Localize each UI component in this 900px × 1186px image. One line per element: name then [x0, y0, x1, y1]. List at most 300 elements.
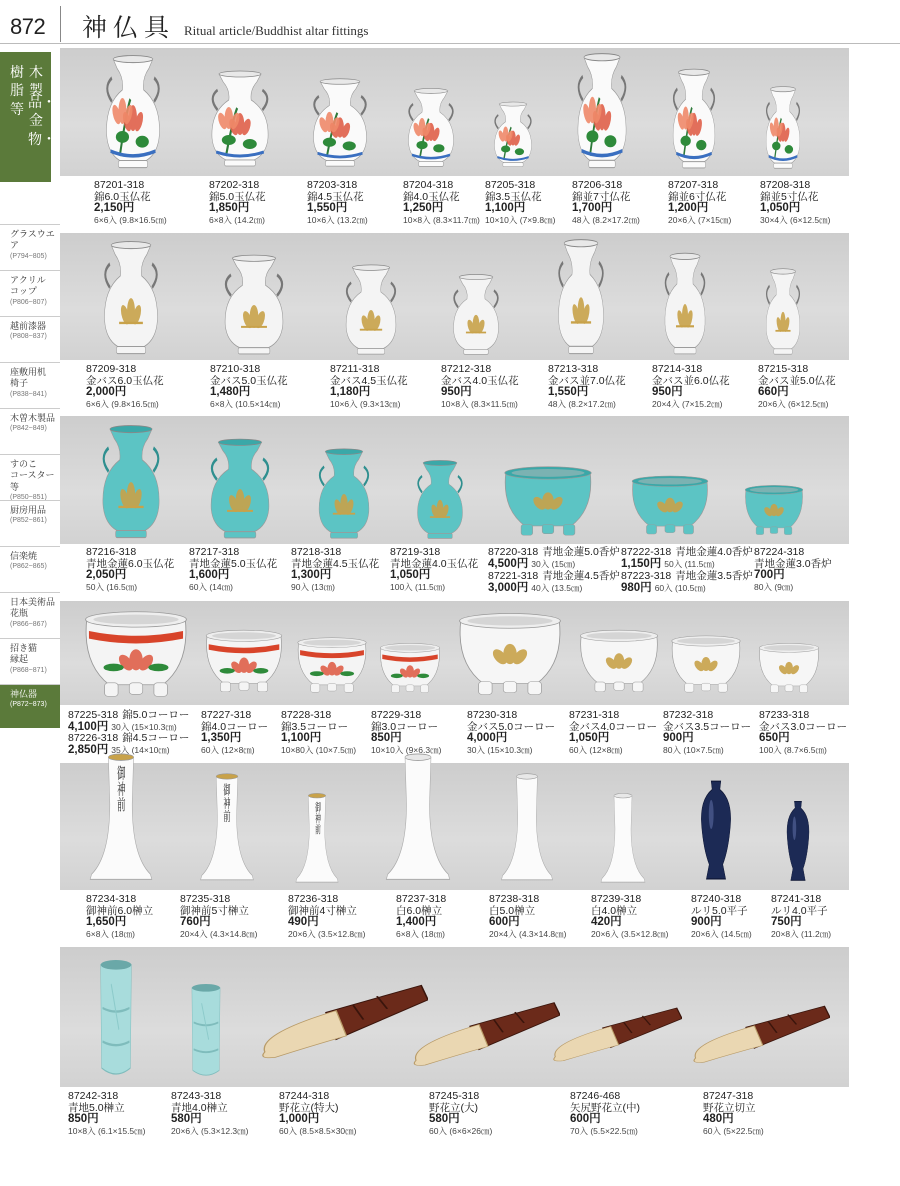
nav-item-1[interactable]: [0, 270, 60, 316]
vase-gold-0: [98, 238, 164, 356]
product-code: 87226-318: [68, 732, 119, 744]
product-code: 87205-318: [485, 179, 536, 191]
product-pack: 35入 (14×10㎝): [111, 744, 170, 755]
product-pack: 20×6入 (14.5㎝): [691, 928, 752, 939]
product-caption: [209, 180, 266, 226]
product-caption: [180, 894, 258, 940]
product-pack: 48入 (8.2×17.2㎝): [572, 214, 640, 225]
product-name: 白6.0榊立: [396, 904, 443, 917]
product-name: 金バス並7.0仏花: [548, 374, 626, 387]
product-caption: [441, 364, 519, 410]
product-pack: 10×6入 (9.3×13㎝): [330, 398, 401, 409]
ruri-heiji-0: [692, 777, 740, 881]
vase-nishiki-1: [205, 68, 275, 168]
product-pack: 60入 (5×22.5㎝): [703, 1125, 764, 1136]
product-caption: [171, 1091, 249, 1137]
product-code: 87230-318: [467, 709, 518, 721]
product-name: 野花立(特大): [279, 1101, 339, 1114]
product-name: 金バス3.0コーロー: [759, 720, 848, 733]
product-pack: 60入 (12×8㎝): [201, 744, 255, 755]
censer-celadon-1: [628, 472, 712, 538]
vase-nishiki-2: [307, 76, 373, 168]
product-name: 白4.0榊立: [591, 904, 638, 917]
product-price: 750円: [771, 916, 802, 928]
product-name: 錦4.5玉仏花: [307, 190, 364, 203]
product-caption: [86, 894, 153, 940]
product-pack: 10×10入 (9×6.3㎝): [371, 744, 442, 755]
product-code: 87232-318: [663, 709, 714, 721]
product-code: 87245-318: [429, 1090, 480, 1102]
product-pack: 6×8入 (18㎝): [396, 928, 445, 939]
nav-item-6[interactable]: [0, 500, 60, 546]
product-code: 87209-318: [86, 363, 137, 375]
koro-nishiki-0: [80, 606, 192, 702]
product-code: 87216-318: [86, 546, 137, 558]
product-code: 87227-318: [201, 709, 252, 721]
product-caption: [591, 894, 669, 940]
product-price: 980円: [621, 581, 652, 594]
product-code: 87204-318: [403, 179, 454, 191]
nav-item-label: 木曽木製品: [10, 413, 56, 423]
nav-item-pages: (P868~871): [10, 666, 47, 674]
product-price: 1,550円: [307, 202, 348, 214]
product-caption: [86, 547, 174, 593]
page-subtitle: Ritual article/Buddhist altar fittings: [184, 23, 369, 38]
sakaki-stand-2: [293, 792, 341, 884]
product-price: 600円: [489, 916, 520, 928]
product-code: 87208-318: [760, 179, 811, 191]
product-name: 錦並7寸仏花: [572, 190, 631, 203]
product-caption: [621, 547, 753, 570]
nav-item-pages: (P850~851): [10, 493, 47, 501]
product-caption: [371, 710, 441, 756]
product-pack: 90入 (13㎝): [291, 581, 335, 592]
product-price: 650円: [759, 732, 790, 744]
product-price: 4,000円: [467, 732, 508, 744]
product-code: 87219-318: [390, 546, 441, 558]
product-code: 87214-318: [652, 363, 703, 375]
product-pack: 10×8入 (8.3×11.5㎝): [441, 398, 518, 409]
product-pack: 6×8入 (18㎝): [86, 928, 135, 939]
side-nav: [0, 224, 60, 728]
product-pack: 10×80入 (10×7.5㎝): [281, 744, 357, 755]
product-price: 1,180円: [330, 386, 371, 398]
product-code: 87206-318: [572, 179, 623, 191]
product-price: 580円: [429, 1113, 460, 1125]
product-name: 野花立切立: [703, 1101, 756, 1114]
product-pack: 20×4入 (4.3×14.8㎝): [489, 928, 567, 939]
product-name: 金バス4.5玉仏花: [330, 374, 408, 387]
product-caption: [330, 364, 408, 410]
product-caption: [201, 710, 268, 756]
product-code: 87224-318: [754, 546, 805, 558]
nav-item-5[interactable]: [0, 454, 60, 500]
vase-nishiki-7: [762, 84, 804, 170]
product-price: 1,550円: [548, 386, 589, 398]
product-pack: 50入 (11.5㎝): [664, 558, 715, 569]
product-pack: 20×6入 (5.3×12.3㎝): [171, 1125, 249, 1136]
product-name: 錦3.0コーロー: [371, 720, 439, 733]
product-price: 700円: [754, 569, 785, 581]
nav-item-label: 信楽焼: [10, 551, 38, 561]
product-caption: [307, 180, 368, 226]
product-price: 1,850円: [209, 202, 250, 214]
product-pack: 60入 (14㎝): [189, 581, 233, 592]
product-price: 950円: [652, 386, 683, 398]
vase-celadon-1: [204, 436, 276, 540]
product-caption: [429, 1091, 492, 1137]
product-caption: [485, 180, 555, 226]
product-caption: [210, 364, 288, 410]
vase-nishiki-6: [668, 66, 720, 170]
koro-nishiki-3: [377, 640, 443, 696]
sakaki-stand-3: [382, 752, 454, 882]
koro-gold-2: [668, 632, 744, 696]
product-name: 青地金蓮3.0香炉: [754, 557, 832, 570]
product-pack: 30入 (15×10.3㎝): [467, 744, 533, 755]
nav-item-7[interactable]: [0, 546, 60, 592]
nav-item-label: グラスウエア: [10, 229, 55, 251]
product-name: 青地金蓮4.0香炉: [675, 546, 753, 558]
vase-gold-3: [448, 272, 504, 356]
product-caption: [663, 710, 751, 756]
product-code: 87207-318: [668, 179, 719, 191]
nav-item-label: 神仏器: [10, 689, 38, 699]
product-name: 青地金蓮3.5香炉: [675, 570, 753, 582]
product-name: 金バス3.5コーロー: [663, 720, 752, 733]
vase-gold-2: [340, 262, 402, 356]
product-caption: [467, 710, 555, 756]
product-caption: [288, 894, 366, 940]
product-pack: 10×8入 (8.3×11.7㎝): [403, 214, 480, 225]
celadon-stand-1: [184, 984, 228, 1080]
category-tab-line3: 品・金物・: [28, 95, 56, 148]
product-caption: [68, 1091, 146, 1137]
product-price: 1,150円: [621, 557, 662, 570]
product-code: 87243-318: [171, 1090, 222, 1102]
product-name: 青地金蓮6.0玉仏花: [86, 557, 175, 570]
nobana-stand-2: [550, 1004, 682, 1070]
product-code: 87213-318: [548, 363, 599, 375]
nav-item-pages: (P842~849): [10, 425, 47, 433]
product-code: 87222-318: [621, 546, 672, 558]
product-name: ルリ5.0平子: [691, 904, 748, 917]
nav-item-pages: (P806~807): [10, 298, 47, 306]
ruri-heiji-1: [780, 798, 816, 882]
product-caption: [489, 894, 567, 940]
product-price: 1,650円: [86, 916, 127, 928]
product-code: 87244-318: [279, 1090, 330, 1102]
celadon-stand-0: [92, 960, 140, 1080]
product-code: 87225-318: [68, 709, 119, 721]
nav-item-pages: (P838~841): [10, 390, 47, 398]
product-pack: 20×6入 (3.5×12.8㎝): [288, 928, 366, 939]
censer-celadon-2: [742, 482, 806, 538]
product-name: 金バス5.0コーロー: [467, 720, 556, 733]
product-price: 900円: [691, 916, 722, 928]
product-pack: 100入 (11.5㎝): [390, 581, 446, 592]
vase-celadon-3: [412, 458, 468, 540]
product-caption: [652, 364, 730, 410]
vase-nishiki-3: [403, 86, 459, 168]
product-caption: [621, 571, 753, 594]
product-pack: 60入 (10.5㎝): [654, 582, 706, 593]
product-price: 2,050円: [86, 569, 127, 581]
product-name: 御神前6.0榊立: [86, 904, 154, 917]
product-caption: [668, 180, 731, 226]
product-name: 青地金蓮4.5玉仏花: [291, 557, 380, 570]
product-pack: 48入 (8.2×17.2㎝): [548, 398, 616, 409]
product-code: 87241-318: [771, 893, 822, 905]
product-name: 錦4.0コーロー: [201, 720, 269, 733]
product-price: 850円: [371, 732, 402, 744]
page-title: 神仏具: [82, 13, 176, 42]
product-pack: 6×8入 (10.5×14㎝): [210, 398, 281, 409]
nav-item-10[interactable]: [0, 684, 60, 728]
product-code: 87242-318: [68, 1090, 119, 1102]
sakaki-stand-1: [197, 772, 257, 882]
vase-nishiki-4: [490, 100, 536, 168]
product-caption: [488, 547, 620, 570]
product-price: 950円: [441, 386, 472, 398]
product-pack: 10×8入 (6.1×15.5㎝): [68, 1125, 146, 1136]
product-price: 1,350円: [201, 732, 242, 744]
product-name: 青地金蓮5.0香炉: [542, 546, 620, 558]
product-price: 850円: [68, 1113, 99, 1125]
product-name: ルリ4.0平子: [771, 904, 828, 917]
product-code: 87237-318: [396, 893, 447, 905]
product-pack: 100入 (8.7×6.5㎝): [759, 744, 827, 755]
product-name: 野花立(大): [429, 1101, 478, 1114]
product-price: 490円: [288, 916, 319, 928]
product-caption: [754, 547, 832, 593]
product-code: 87201-318: [94, 179, 145, 191]
product-price: 1,050円: [760, 202, 801, 214]
product-code: 87247-318: [703, 1090, 754, 1102]
product-price: 3,000円: [488, 581, 529, 594]
product-caption: [759, 710, 847, 756]
nav-item-0[interactable]: [0, 224, 60, 270]
product-code: 87211-318: [330, 363, 380, 375]
product-price: 580円: [171, 1113, 202, 1125]
product-price: 760円: [180, 916, 211, 928]
product-name: 錦3.5玉仏花: [485, 190, 542, 203]
product-caption: [390, 547, 478, 593]
nav-item-label: 招き猫 縁起: [10, 643, 38, 665]
product-name: 錦6.0玉仏花: [94, 190, 151, 203]
product-name: 錦5.0玉仏花: [209, 190, 266, 203]
product-caption: [771, 894, 831, 940]
product-name: 金バス5.0玉仏花: [210, 374, 288, 387]
product-caption: [691, 894, 752, 940]
product-code: 87220-318: [488, 546, 539, 558]
vase-nishiki-5: [572, 50, 632, 170]
product-price: 1,100円: [485, 202, 526, 214]
nav-item-3[interactable]: [0, 362, 60, 408]
product-name: 金バス並5.0仏花: [758, 374, 836, 387]
sakaki-stand-4: [498, 772, 556, 882]
product-pack: 6×6入 (9.8×16.5㎝): [86, 398, 159, 409]
product-caption: [570, 1091, 640, 1137]
product-code: 87215-318: [758, 363, 809, 375]
nav-item-pages: (P862~865): [10, 563, 47, 571]
product-code: 87202-318: [209, 179, 260, 191]
product-code: 87223-318: [621, 570, 672, 582]
page-number: 872: [10, 14, 46, 39]
product-name: 矢尻野花立(中): [570, 1101, 640, 1114]
product-pack: 20×8入 (11.2㎝): [771, 928, 832, 939]
product-price: 4,500円: [488, 557, 529, 570]
product-code: 87221-318: [488, 570, 539, 582]
nav-item-pages: (P866~867): [10, 620, 47, 628]
product-pack: 20×6入 (7×15㎝): [668, 214, 732, 225]
product-name: 金バス並6.0仏花: [652, 374, 730, 387]
koro-gold-0: [454, 608, 566, 700]
nav-item-label: 座敷用机 椅子: [10, 367, 47, 389]
product-code: 87203-318: [307, 179, 358, 191]
nobana-stand-0: [258, 980, 428, 1070]
product-pack: 70入 (5.5×22.5㎝): [570, 1125, 638, 1136]
product-price: 600円: [570, 1113, 601, 1125]
nav-item-label: 日本美術品 花瓶: [10, 597, 56, 619]
product-code: 87240-318: [691, 893, 742, 905]
product-price: 1,000円: [279, 1113, 320, 1125]
nav-item-label: 厨房用品: [10, 505, 47, 515]
nav-item-pages: (P794~805): [10, 252, 47, 260]
product-price: 660円: [758, 386, 789, 398]
product-name: 青地金蓮4.5香炉: [542, 570, 620, 582]
product-pack: 20×4入 (7×15.2㎝): [652, 398, 723, 409]
product-code: 87229-318: [371, 709, 422, 721]
nav-item-2[interactable]: [0, 316, 60, 362]
product-name: 錦4.5コーロー: [122, 732, 190, 744]
category-tab[interactable]: [0, 52, 56, 182]
inscription: 御神前: [222, 783, 232, 823]
product-price: 1,300円: [291, 569, 332, 581]
product-name: 青地5.0榊立: [68, 1101, 125, 1114]
vase-gold-5: [660, 250, 710, 356]
product-name: 御神前4寸榊立: [288, 904, 357, 917]
product-caption: [488, 571, 620, 594]
nav-item-pages: (P852~861): [10, 517, 47, 525]
koro-gold-1: [576, 626, 662, 696]
product-caption: [189, 547, 277, 593]
product-price: 480円: [703, 1113, 734, 1125]
product-code: 87246-468: [570, 1090, 621, 1102]
product-price: 900円: [663, 732, 694, 744]
product-code: 87228-318: [281, 709, 332, 721]
product-pack: 50入 (16.5㎝): [86, 581, 138, 592]
product-caption: [86, 364, 164, 410]
koro-gold-3: [756, 640, 822, 696]
product-pack: 6×6入 (9.8×16.5㎝): [94, 214, 167, 225]
product-pack: 60入 (8.5×8.5×30㎝): [279, 1125, 357, 1136]
product-name: 金バス4.0玉仏花: [441, 374, 519, 387]
product-code: 87218-318: [291, 546, 342, 558]
product-pack: 80入 (9㎝): [754, 581, 794, 592]
product-pack: 80入 (10×7.5㎝): [663, 744, 724, 755]
nobana-stand-3: [690, 1002, 830, 1072]
nav-item-label: アクリル コップ: [10, 275, 46, 297]
product-price: 1,480円: [210, 386, 251, 398]
koro-nishiki-1: [202, 626, 286, 696]
product-pack: 60入 (6×6×26㎝): [429, 1125, 493, 1136]
product-pack: 40入 (13.5㎝): [531, 582, 583, 593]
product-name: 金バス6.0玉仏花: [86, 374, 164, 387]
category-tab-line1: 木製: [29, 65, 43, 100]
product-pack: 20×6入 (3.5×12.8㎝): [591, 928, 669, 939]
koro-nishiki-2: [294, 634, 370, 696]
product-name: 青地金蓮5.0玉仏花: [189, 557, 278, 570]
product-caption: [94, 180, 167, 226]
inscription: 御神前: [115, 765, 127, 812]
product-price: 1,700円: [572, 202, 613, 214]
product-price: 2,850円: [68, 743, 109, 756]
product-price: 1,250円: [403, 202, 444, 214]
product-pack: 30入 (15×10.3㎝): [111, 721, 177, 732]
nobana-stand-1: [410, 998, 560, 1076]
product-caption: [569, 710, 657, 756]
product-caption: [68, 733, 189, 756]
product-name: 白5.0榊立: [489, 904, 536, 917]
vase-celadon-2: [313, 446, 375, 540]
nav-item-8[interactable]: [0, 592, 60, 638]
product-caption: [548, 364, 626, 410]
product-caption: [403, 180, 480, 226]
header-divider: [60, 6, 61, 42]
vase-celadon-0: [96, 422, 166, 540]
product-caption: [760, 180, 830, 226]
product-code: 87231-318: [569, 709, 620, 721]
product-pack: 30入 (15㎝): [531, 558, 576, 569]
product-name: 金バス4.0コーロー: [569, 720, 658, 733]
product-name: 錦4.0玉仏花: [403, 190, 460, 203]
product-name: 青地4.0榊立: [171, 1101, 228, 1114]
header-rule: [0, 43, 900, 44]
product-code: 87233-318: [759, 709, 810, 721]
product-name: 錦並6寸仏花: [668, 190, 727, 203]
product-name: 青地金蓮4.0玉仏花: [390, 557, 479, 570]
product-price: 1,050円: [569, 732, 610, 744]
nav-item-pages: (P872~873): [10, 701, 47, 709]
product-caption: [279, 1091, 357, 1137]
product-pack: 10×6入 (13.2㎝): [307, 214, 368, 225]
product-caption: [758, 364, 836, 410]
product-pack: 20×4入 (4.3×14.8㎝): [180, 928, 258, 939]
product-code: 87236-318: [288, 893, 339, 905]
nav-item-pages: (P808~837): [10, 333, 47, 341]
product-pack: 60入 (12×8㎝): [569, 744, 623, 755]
product-caption: [68, 710, 189, 733]
product-price: 420円: [591, 916, 622, 928]
nav-item-4[interactable]: [0, 408, 60, 454]
product-code: 87239-318: [591, 893, 642, 905]
category-tab-line2: 樹脂等: [10, 65, 24, 118]
product-price: 4,100円: [68, 720, 109, 733]
product-caption: [281, 710, 356, 756]
product-code: 87217-318: [189, 546, 240, 558]
product-price: 1,400円: [396, 916, 437, 928]
product-pack: 20×6入 (6×12.5㎝): [758, 398, 829, 409]
product-caption: [291, 547, 379, 593]
nav-item-label: すのこ コースター等: [10, 459, 55, 492]
product-code: 87212-318: [441, 363, 492, 375]
product-pack: 30×4入 (6×12.5㎝): [760, 214, 831, 225]
sakaki-stand-0: [86, 752, 156, 882]
product-price: 1,100円: [281, 732, 322, 744]
nav-item-9[interactable]: [0, 638, 60, 684]
product-code: 87238-318: [489, 893, 540, 905]
